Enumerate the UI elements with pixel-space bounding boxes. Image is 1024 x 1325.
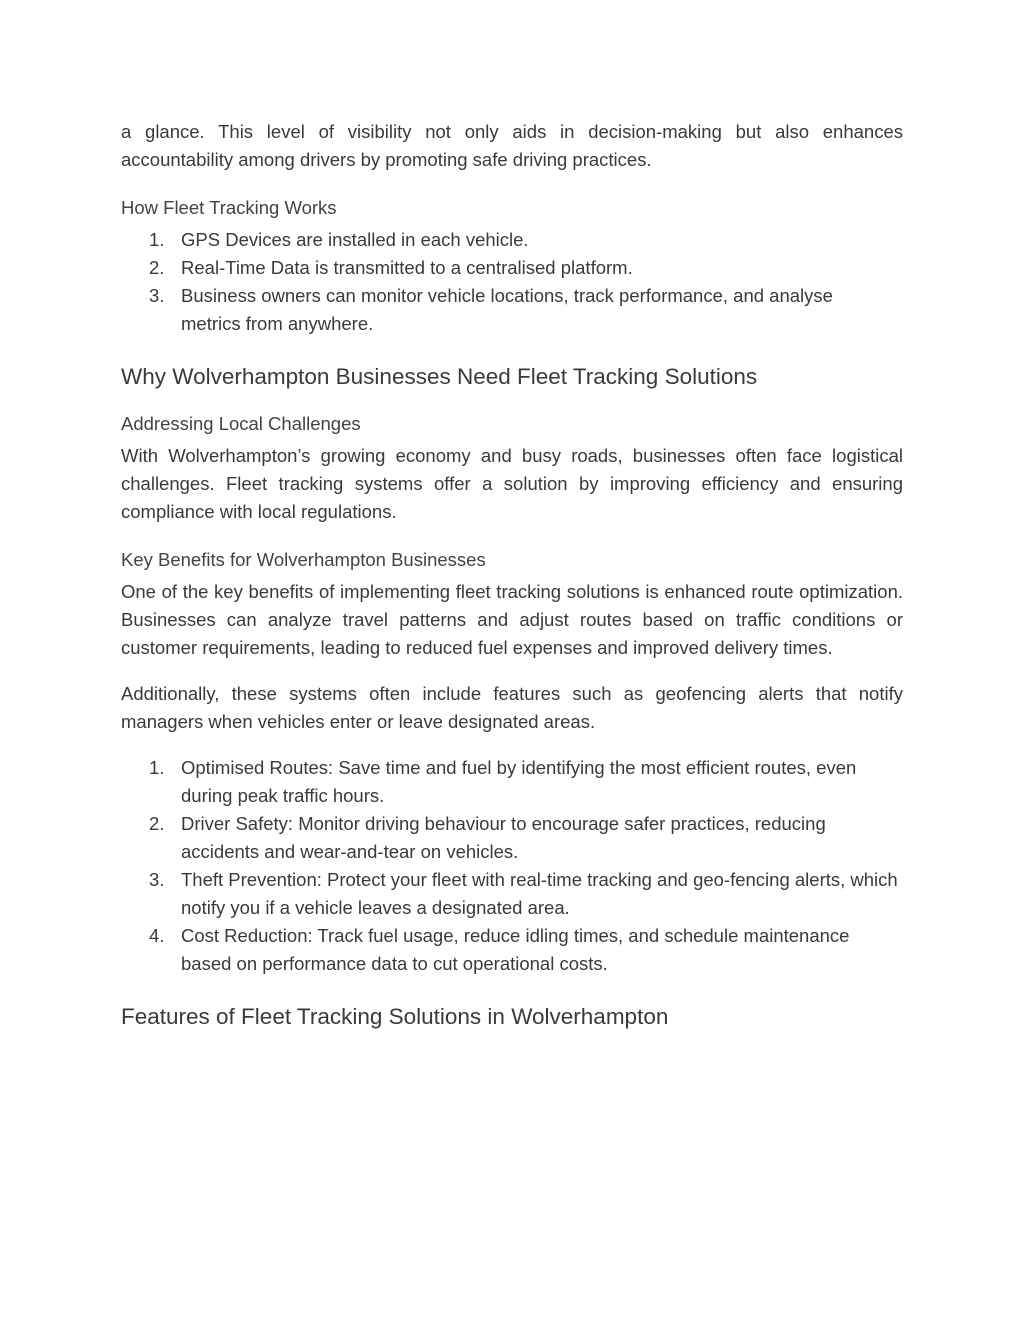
list-number: 3.: [149, 285, 165, 306]
why-section-heading: Why Wolverhampton Businesses Need Fleet Tracking Solutions: [121, 364, 758, 389]
list-number: 1.: [149, 229, 165, 250]
local-challenges-heading: Addressing Local Challenges: [121, 413, 361, 434]
features-section-heading: Features of Fleet Tracking Solutions in Wolverhampton: [121, 1004, 669, 1029]
geofencing-paragraph: Additionally, these systems often include features such as geofencing alerts that notify managers when vehicles enter or leave designated areas.: [121, 683, 903, 732]
list-item: [121, 754, 903, 810]
list-item-text: Business owners can monitor vehicle locations, track performance, and analyse metrics from anywhere.: [181, 285, 833, 334]
list-item-text: Cost Reduction: Track fuel usage, reduce idling times, and schedule maintenance based on performance data to cut operational costs.: [181, 925, 850, 974]
list-number: 2.: [149, 813, 165, 834]
list-number: 2.: [149, 257, 165, 278]
how-it-works-list: [121, 226, 903, 338]
list-item: [121, 866, 903, 922]
list-item: [121, 810, 903, 866]
list-item-text: Theft Prevention: Protect your fleet with real-time tracking and geo-fencing alerts, which notify you if a vehicle leaves a designated area.: [181, 869, 898, 918]
key-benefits-paragraph: One of the key benefits of implementing fleet tracking solutions is enhanced route optimization. Businesses can analyze travel patterns and adjust routes based on traffic conditions or customer requirements, leading to reduced fuel expenses and improved delivery times.: [121, 581, 903, 658]
list-item: [121, 254, 903, 282]
list-item-text: Optimised Routes: Save time and fuel by identifying the most efficient routes, even during peak traffic hours.: [181, 757, 857, 806]
list-item: [121, 922, 903, 978]
local-challenges-paragraph: With Wolverhampton’s growing economy and busy roads, businesses often face logistical challenges. Fleet tracking systems offer a solution by improving efficiency and ensuring compliance with local regulations.: [121, 445, 903, 522]
list-number: 4.: [149, 925, 165, 946]
list-item-text: Real-Time Data is transmitted to a centralised platform.: [181, 257, 633, 278]
list-item: [121, 226, 903, 254]
benefits-list: [121, 754, 903, 978]
list-item-text: Driver Safety: Monitor driving behaviour to encourage safer practices, reducing accidents and wear-and-tear on vehicles.: [181, 813, 826, 862]
list-item: [121, 282, 903, 338]
intro-paragraph: a glance. This level of visibility not only aids in decision-making but also enhances accountability among drivers by promoting safe driving practices.: [121, 121, 903, 170]
key-benefits-heading: Key Benefits for Wolverhampton Businesses: [121, 549, 486, 570]
list-item-text: GPS Devices are installed in each vehicle.: [181, 229, 529, 250]
document-page: [121, 118, 903, 1033]
how-it-works-heading: How Fleet Tracking Works: [121, 197, 337, 218]
list-number: 1.: [149, 757, 165, 778]
list-number: 3.: [149, 869, 165, 890]
